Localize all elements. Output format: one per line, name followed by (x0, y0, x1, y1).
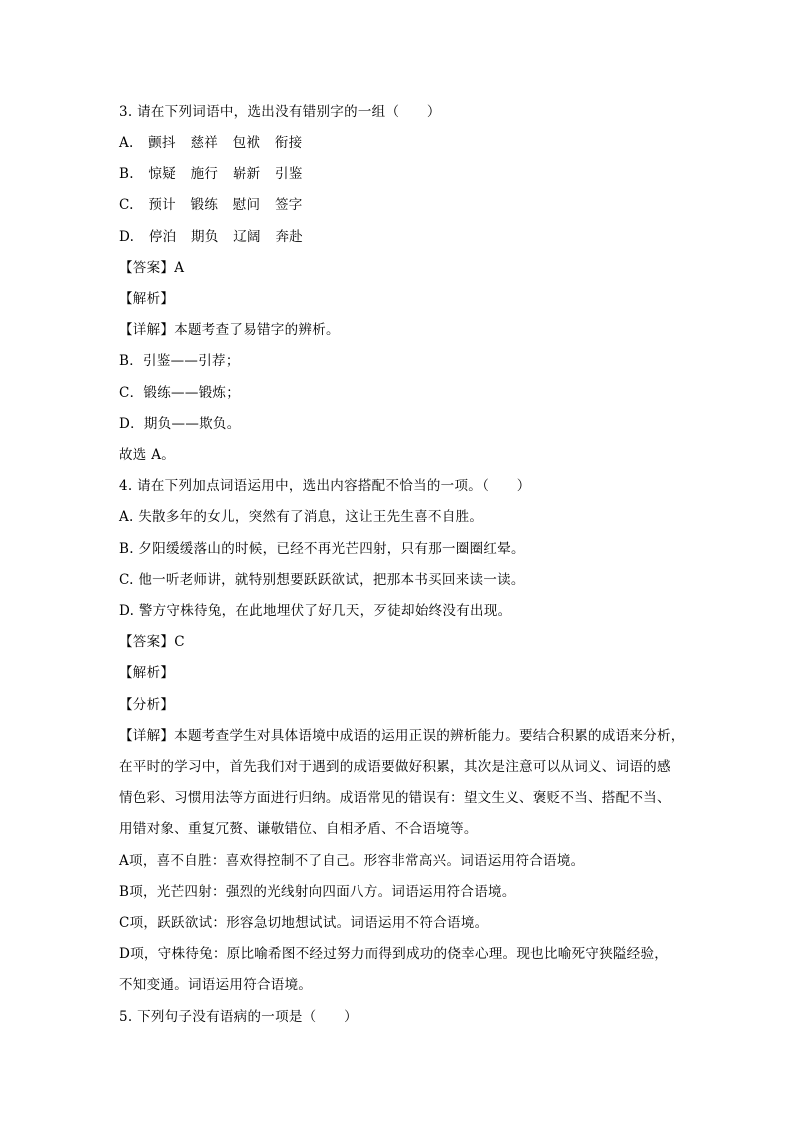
answer-value: C (174, 634, 185, 650)
option-word: 签字 (274, 197, 303, 213)
q4-option-a: A. 失散多年的女儿，突然有了消息，这让王先生喜不自胜。 (119, 509, 484, 525)
option-word: 慰问 (232, 197, 261, 213)
q3-option-a (119, 134, 302, 152)
option-word: 锻练 (190, 197, 219, 213)
answer-tag: 【答案】 (119, 260, 175, 276)
option-word: 辽阔 (233, 229, 261, 245)
q3-answer (119, 259, 184, 277)
q4-item-a: A项，喜不自胜：喜欢得控制不了自己。形容非常高兴。词语运用符合语境。 (119, 853, 585, 869)
q4-fenxi-tag: 【分析】 (119, 697, 175, 713)
q4-option-d: D. 警方守株待兔，在此地埋伏了好几天，歹徒却始终没有出现。 (119, 603, 512, 619)
option-word: 颤抖 (148, 135, 176, 151)
option-word: 惊疑 (148, 166, 177, 182)
option-word: 预计 (148, 197, 176, 213)
q4-item-d-continued: 不知变通。词语运用符合语境。 (119, 977, 313, 993)
option-word: 施行 (190, 166, 219, 182)
q4-item-d: D项，守株待兔：原比喻希图不经过努力而得到成功的侥幸心理。现也比喻死守狭隘经验， (119, 946, 669, 962)
answer-value: A (174, 260, 185, 276)
q3-conclusion: 故选 A。 (119, 447, 176, 463)
q4-item-b: B项，光芒四射：强烈的光线射向四面八方。词语运用符合语境。 (119, 884, 516, 900)
option-label: A. (119, 135, 134, 151)
q3-detail: 【详解】本题考查了易错字的辨析。 (119, 322, 340, 338)
option-word: 期负 (191, 229, 219, 245)
q3-option-d (119, 228, 303, 246)
option-label: C. (119, 197, 134, 213)
q4-stem: 4. 请在下列加点词语运用中，选出内容搭配不恰当的一项。（ ） (119, 478, 531, 494)
q3-correction-b: B．引鉴——引荐； (119, 353, 240, 369)
option-word: 停泊 (148, 229, 177, 245)
q4-detail-line-4: 用错对象、重复冗赘、谦敬错位、自相矛盾、不合语境等。 (119, 821, 478, 837)
q4-item-c: C项，跃跃欲试：形容急切地想试试。词语运用不符合语境。 (119, 915, 489, 931)
option-word: 慈祥 (190, 135, 219, 151)
option-word: 崭新 (232, 166, 261, 182)
q3-correction-d: D．期负——欺负。 (119, 416, 241, 432)
option-word: 奔赴 (275, 229, 304, 245)
q5-stem: 5. 下列句子没有语病的一项是（ ） (119, 1009, 358, 1025)
q4-detail-line-3: 情色彩、习惯用法等方面进行归纳。成语常见的错误有：望文生义、褒贬不当、搭配不当、 (119, 790, 671, 806)
answer-tag: 【答案】 (119, 634, 175, 650)
option-word: 包袱 (232, 135, 261, 151)
q4-detail-line-1: 【详解】本题考查学生对具体语境中成语的运用正误的辨析能力。要结合积累的成语来分析， (119, 728, 685, 744)
q4-option-b: B. 夕阳缓缓落山的时候，已经不再光芒四射，只有那一圈圈红晕。 (119, 541, 525, 557)
q3-correction-c: C．锻练——锻炼； (119, 385, 241, 401)
q3-stem: 3. 请在下列词语中，选出没有错别字的一组（ ） (119, 104, 441, 120)
option-label: D. (119, 229, 135, 245)
q4-answer (119, 633, 185, 651)
option-word: 引鉴 (275, 166, 303, 182)
option-word: 衔接 (274, 135, 303, 151)
q4-analysis-tag: 【解析】 (119, 665, 175, 681)
q3-analysis-tag: 【解析】 (119, 291, 175, 307)
q3-option-b (119, 165, 303, 183)
q3-option-c (119, 196, 303, 214)
q4-option-c: C. 他一听老师讲，就特别想要跃跃欲试，把那本书买回来读一读。 (119, 572, 525, 588)
option-label: B. (119, 166, 134, 182)
q4-detail-line-2: 在平时的学习中，首先我们对于遇到的成语要做好积累，其次是注意可以从词义、词语的感 (119, 759, 671, 775)
